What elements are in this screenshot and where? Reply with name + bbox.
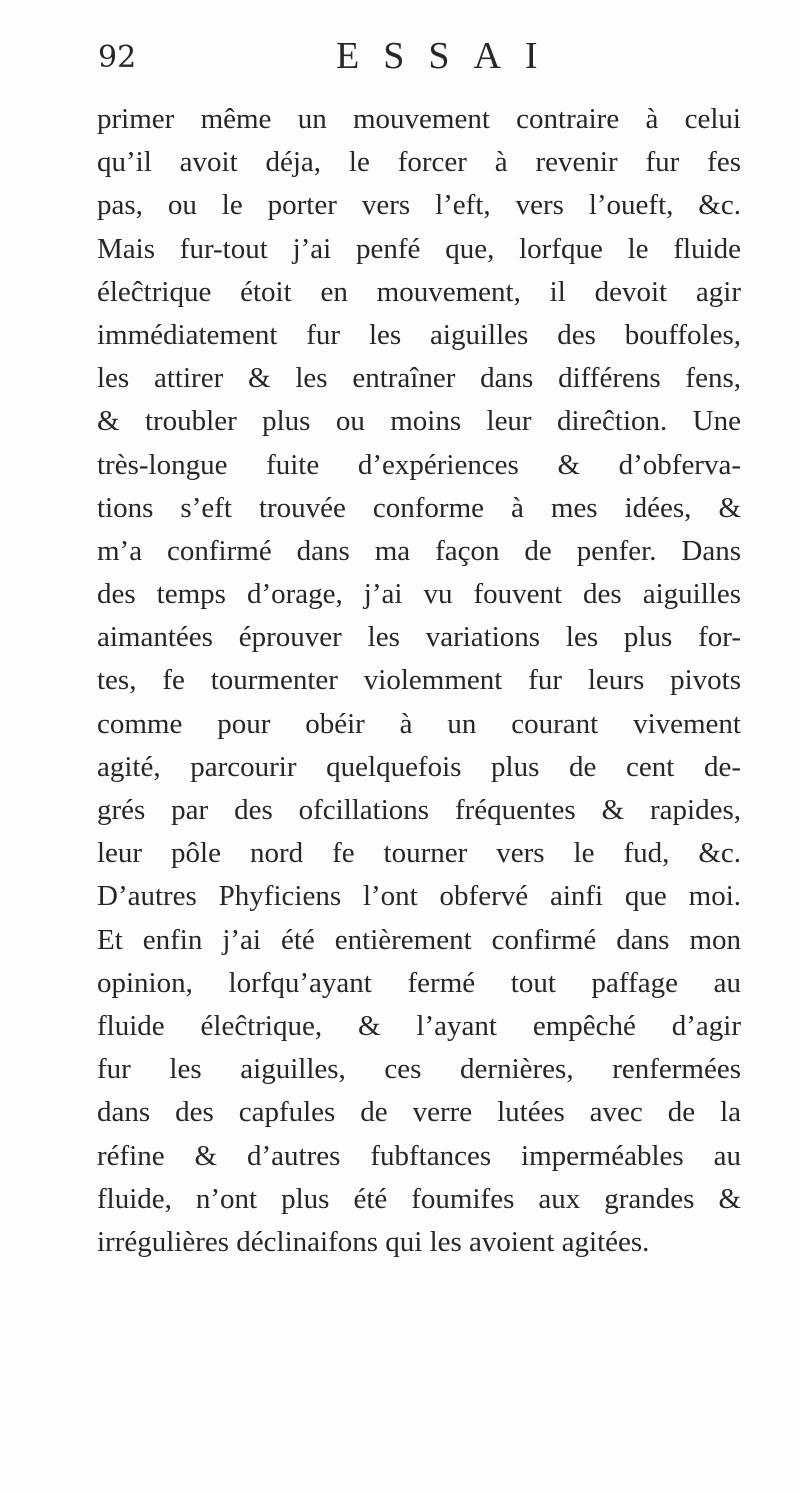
text-line: Mais fur-tout j’ai penfé que, lorfque le fluide xyxy=(97,232,741,265)
text-line: réfine & d’autres fubftances imperméables au xyxy=(97,1139,741,1172)
text-line: leur pôle nord fe tourner vers le fud, &c. xyxy=(97,837,741,870)
text-line: des temps d’orage, j’ai vu fouvent des aiguilles xyxy=(97,578,741,611)
text-line: très-longue fuite d’expériences & d’obferva- xyxy=(97,448,741,481)
text-line: opinion, lorfqu’ayant fermé tout paffage au xyxy=(97,966,741,999)
text-line: D’autres Phyficiens l’ont obfervé ainfi que moi. xyxy=(97,880,741,913)
text-line: comme pour obéir à un courant vivement xyxy=(97,707,741,740)
body-text xyxy=(97,98,741,1264)
text-line: fur les aiguilles, ces dernières, renfermées xyxy=(97,1053,741,1086)
text-line: aimantées éprouver les variations les plus for- xyxy=(97,621,741,654)
text-line: pas, ou le porter vers l’eft, vers l’oueft, &c. xyxy=(97,189,741,222)
text-line: primer même un mouvement contraire à celui xyxy=(97,103,741,135)
page-number: 92 xyxy=(98,40,137,75)
text-line: grés par des ofcillations fréquentes & rapides, xyxy=(97,794,741,826)
text-line: & troubler plus ou moins leur direĉtion. Une xyxy=(97,405,741,438)
running-title: ESSAI xyxy=(336,35,562,77)
text-line: qu’il avoit déja, le forcer à revenir fur fes xyxy=(97,146,741,179)
text-line: m’a confirmé dans ma façon de penfer. Dans xyxy=(97,534,741,567)
text-line: irrégulières déclinaifons qui les avoient agitées. xyxy=(97,1225,650,1258)
text-line: immédiatement fur les aiguilles des bouffoles, xyxy=(97,318,741,351)
text-line: les attirer & les entraîner dans différens fens, xyxy=(97,362,741,395)
text-line: tions s’eft trouvée conforme à mes idées, & xyxy=(97,491,741,524)
page-header xyxy=(98,34,698,84)
text-line: dans des capfules de verre lutées avec de la xyxy=(97,1096,741,1129)
text-line: tes, fe tourmenter violemment fur leurs pivots xyxy=(97,664,741,697)
text-line: agité, parcourir quelquefois plus de cent de- xyxy=(97,750,741,783)
text-line: fluide, n’ont plus été foumifes aux grandes & xyxy=(97,1182,741,1215)
text-line: éleĉtrique étoit en mouvement, il devoit agir xyxy=(97,275,741,308)
text-line: fluide éleĉtrique, & l’ayant empêché d’agir xyxy=(97,1009,741,1042)
text-line: Et enfin j’ai été entièrement confirmé dans mon xyxy=(97,923,741,956)
